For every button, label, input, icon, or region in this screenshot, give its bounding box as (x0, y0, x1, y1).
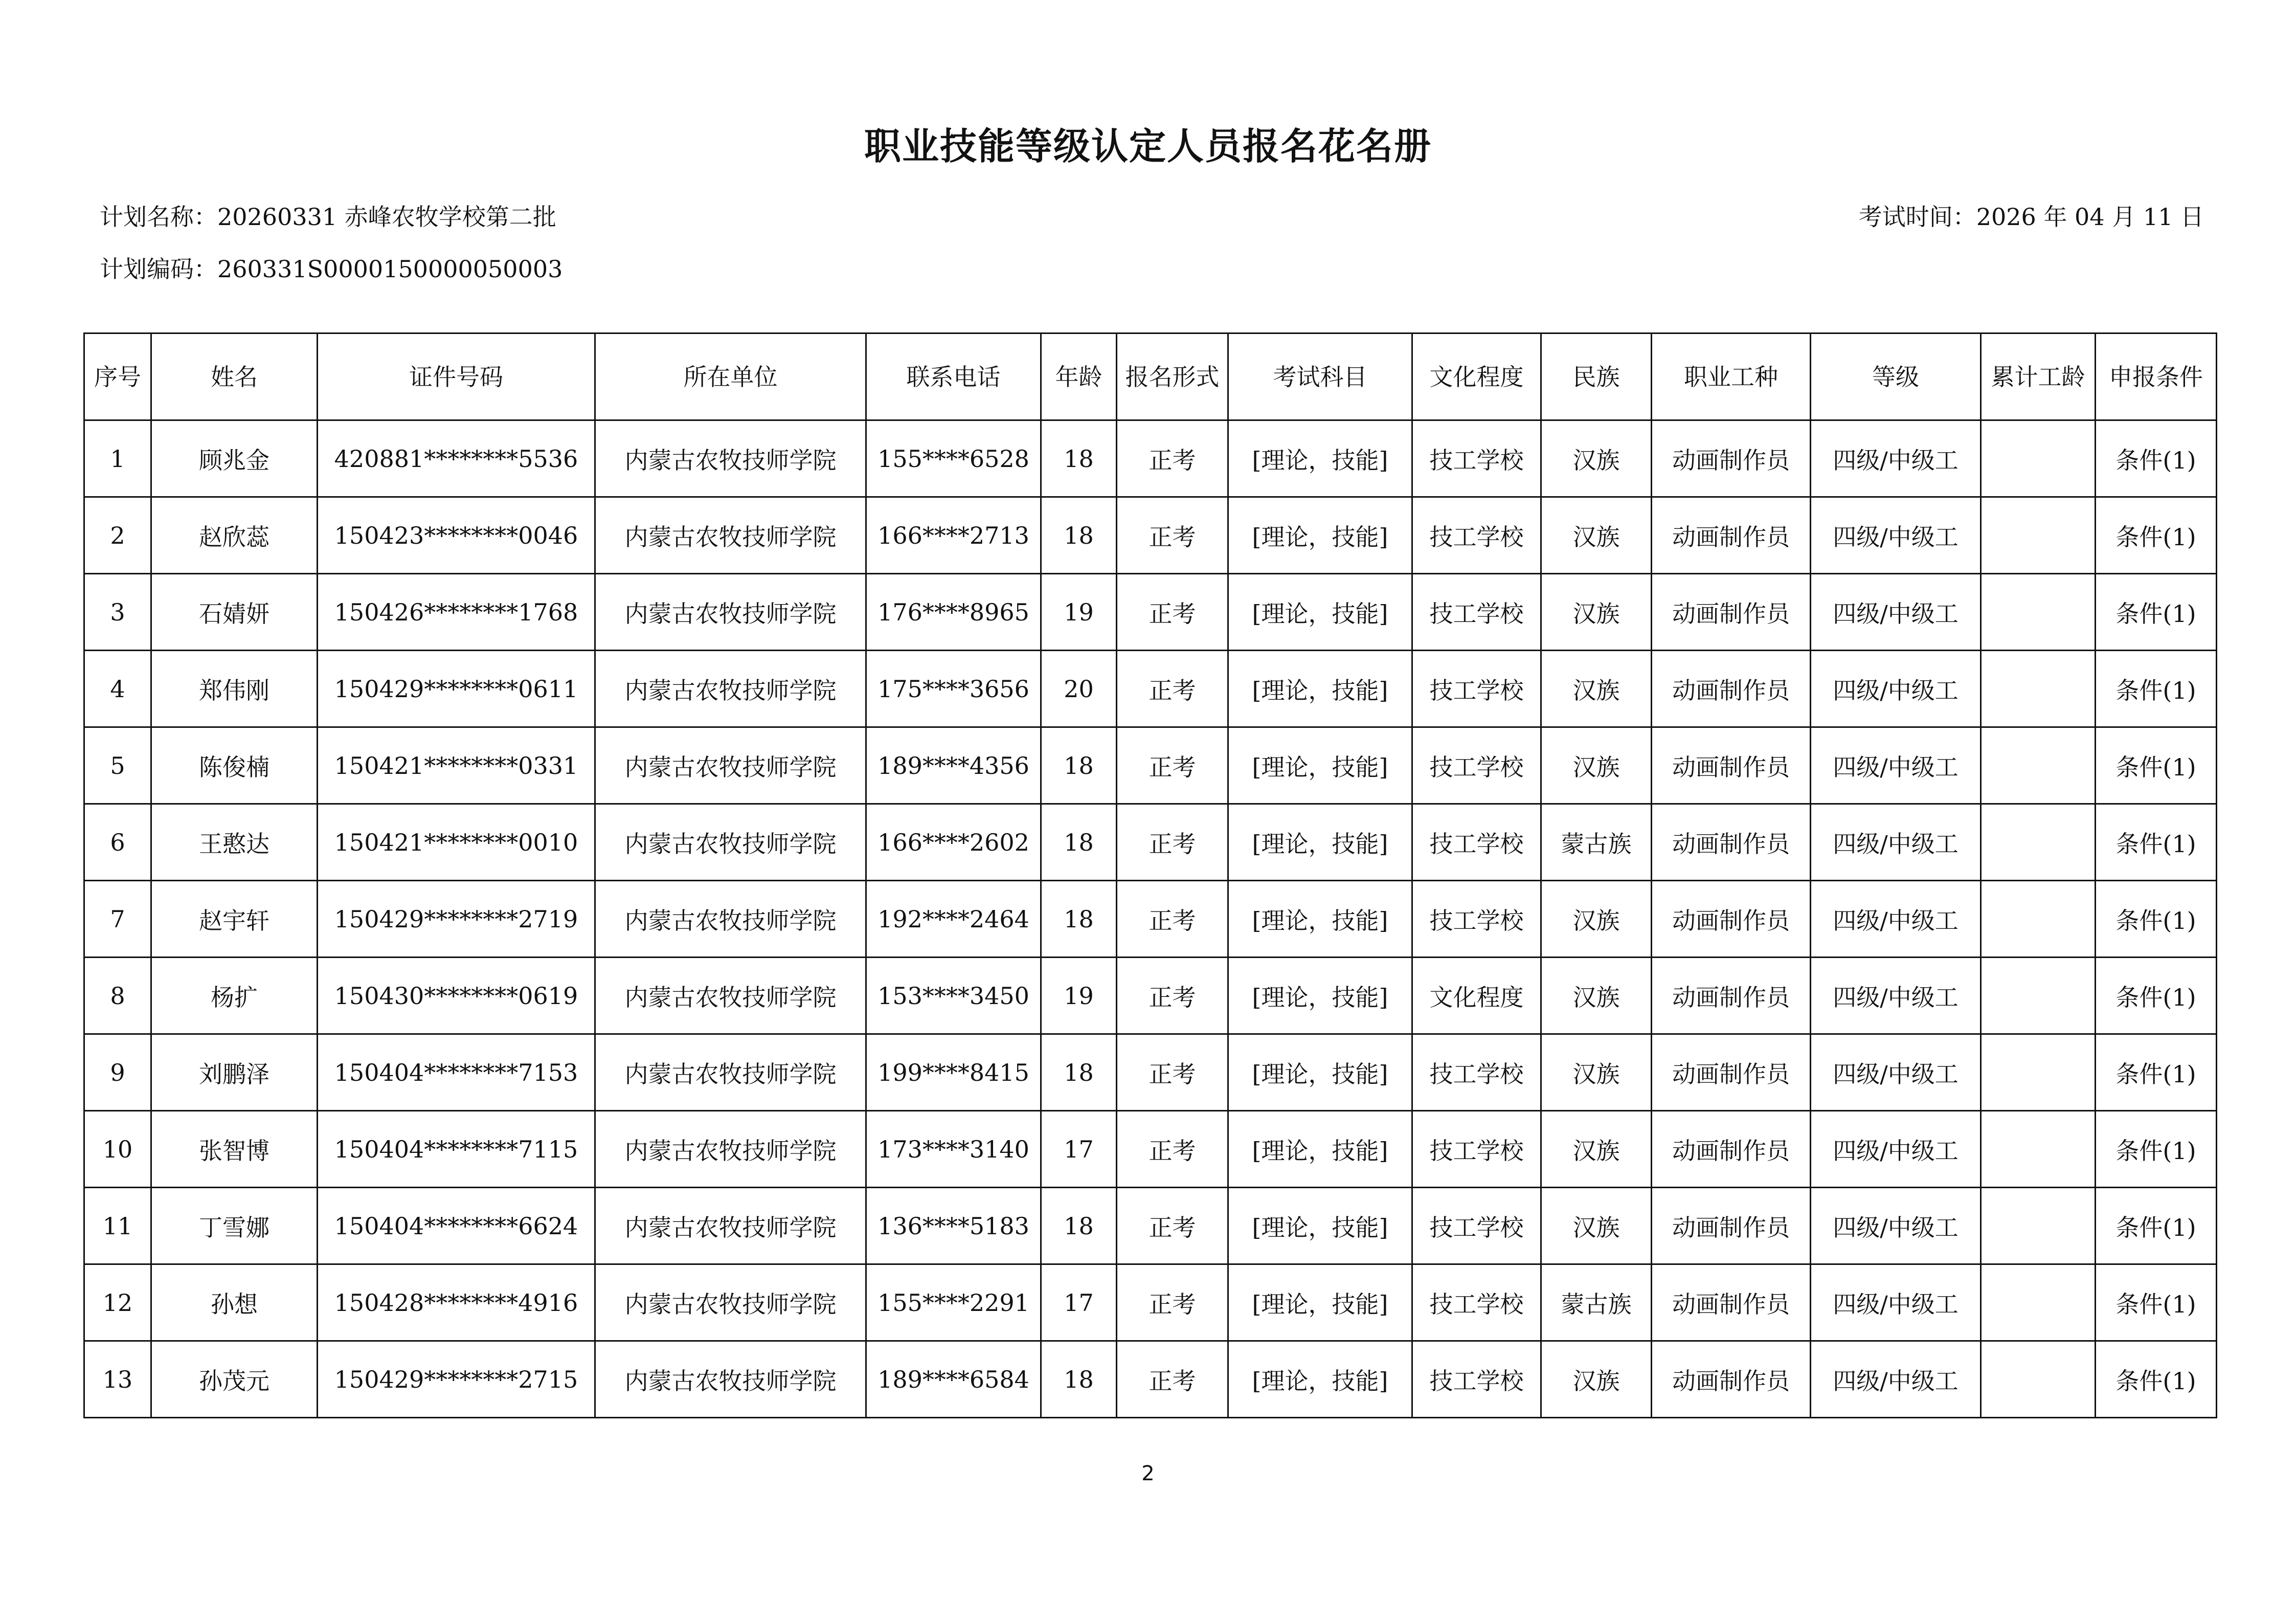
cell-id-number: 150429********2715 (318, 1341, 595, 1418)
cell-ethnicity: 汉族 (1541, 727, 1652, 804)
cell-work-years (1981, 420, 2096, 497)
cell-education: 技工学校 (1412, 1188, 1541, 1264)
cell-phone: 155****6528 (866, 420, 1041, 497)
table-row (84, 881, 2217, 958)
table-row (84, 497, 2217, 574)
cell-ethnicity: 汉族 (1541, 1034, 1652, 1111)
cell-work-years (1981, 1111, 2096, 1188)
cell-work-years (1981, 651, 2096, 727)
cell-level: 四级/中级工 (1811, 497, 1981, 574)
cell-name: 陈俊楠 (151, 727, 318, 804)
cell-exam-subjects: [理论，技能] (1228, 1034, 1412, 1111)
cell-id-number: 150428********4916 (318, 1264, 595, 1341)
table-row (84, 1264, 2217, 1341)
cell-index: 11 (84, 1188, 151, 1264)
cell-occupation: 动画制作员 (1652, 881, 1811, 958)
cell-registration-type: 正考 (1117, 881, 1228, 958)
cell-organization: 内蒙古农牧技师学院 (595, 574, 866, 651)
col-header-id-number: 证件号码 (318, 333, 595, 420)
table-body (84, 420, 2217, 1418)
cell-id-number: 150421********0331 (318, 727, 595, 804)
cell-registration-type: 正考 (1117, 727, 1228, 804)
cell-exam-subjects: [理论，技能] (1228, 1111, 1412, 1188)
cell-work-years (1981, 1264, 2096, 1341)
cell-ethnicity: 汉族 (1541, 574, 1652, 651)
cell-education: 技工学校 (1412, 1111, 1541, 1188)
table-row (84, 574, 2217, 651)
cell-index: 4 (84, 651, 151, 727)
cell-id-number: 150404********7153 (318, 1034, 595, 1111)
cell-age: 19 (1041, 958, 1117, 1034)
cell-occupation: 动画制作员 (1652, 1111, 1811, 1188)
cell-exam-subjects: [理论，技能] (1228, 958, 1412, 1034)
cell-phone: 175****3656 (866, 651, 1041, 727)
cell-condition: 条件(1) (2096, 1341, 2217, 1418)
cell-id-number: 150426********1768 (318, 574, 595, 651)
cell-index: 6 (84, 804, 151, 881)
cell-age: 18 (1041, 881, 1117, 958)
col-header-level: 等级 (1811, 333, 1981, 420)
cell-organization: 内蒙古农牧技师学院 (595, 1188, 866, 1264)
col-header-ethnicity: 民族 (1541, 333, 1652, 420)
table-row (84, 1034, 2217, 1111)
cell-organization: 内蒙古农牧技师学院 (595, 497, 866, 574)
cell-name: 张智博 (151, 1111, 318, 1188)
cell-phone: 153****3450 (866, 958, 1041, 1034)
cell-phone: 166****2713 (866, 497, 1041, 574)
cell-occupation: 动画制作员 (1652, 1034, 1811, 1111)
cell-name: 孙想 (151, 1264, 318, 1341)
cell-condition: 条件(1) (2096, 651, 2217, 727)
cell-organization: 内蒙古农牧技师学院 (595, 958, 866, 1034)
cell-organization: 内蒙古农牧技师学院 (595, 1111, 866, 1188)
cell-education: 技工学校 (1412, 1034, 1541, 1111)
cell-condition: 条件(1) (2096, 881, 2217, 958)
cell-registration-type: 正考 (1117, 1111, 1228, 1188)
cell-condition: 条件(1) (2096, 420, 2217, 497)
cell-education: 技工学校 (1412, 727, 1541, 804)
cell-registration-type: 正考 (1117, 497, 1228, 574)
col-header-age: 年龄 (1041, 333, 1117, 420)
cell-condition: 条件(1) (2096, 1264, 2217, 1341)
cell-exam-subjects: [理论，技能] (1228, 804, 1412, 881)
col-header-occupation: 职业工种 (1652, 333, 1811, 420)
cell-index: 3 (84, 574, 151, 651)
cell-ethnicity: 汉族 (1541, 420, 1652, 497)
cell-ethnicity: 汉族 (1541, 881, 1652, 958)
col-header-education: 文化程度 (1412, 333, 1541, 420)
cell-level: 四级/中级工 (1811, 1111, 1981, 1188)
cell-work-years (1981, 727, 2096, 804)
cell-index: 5 (84, 727, 151, 804)
cell-ethnicity: 汉族 (1541, 1341, 1652, 1418)
cell-work-years (1981, 1341, 2096, 1418)
cell-exam-subjects: [理论，技能] (1228, 727, 1412, 804)
cell-name: 郑伟刚 (151, 651, 318, 727)
cell-education: 技工学校 (1412, 574, 1541, 651)
table-row (84, 651, 2217, 727)
cell-level: 四级/中级工 (1811, 1188, 1981, 1264)
cell-exam-subjects: [理论，技能] (1228, 1341, 1412, 1418)
cell-condition: 条件(1) (2096, 574, 2217, 651)
cell-name: 刘鹏泽 (151, 1034, 318, 1111)
cell-id-number: 150430********0619 (318, 958, 595, 1034)
col-header-phone: 联系电话 (866, 333, 1041, 420)
cell-education: 技工学校 (1412, 1264, 1541, 1341)
cell-age: 18 (1041, 1341, 1117, 1418)
cell-index: 9 (84, 1034, 151, 1111)
cell-level: 四级/中级工 (1811, 1264, 1981, 1341)
cell-ethnicity: 汉族 (1541, 497, 1652, 574)
cell-phone: 136****5183 (866, 1188, 1041, 1264)
cell-id-number: 150423********0046 (318, 497, 595, 574)
page-number: 2 (1141, 1462, 1155, 1485)
cell-level: 四级/中级工 (1811, 1341, 1981, 1418)
cell-ethnicity: 汉族 (1541, 1111, 1652, 1188)
cell-ethnicity: 汉族 (1541, 1188, 1652, 1264)
cell-age: 18 (1041, 1034, 1117, 1111)
cell-organization: 内蒙古农牧技师学院 (595, 1341, 866, 1418)
cell-age: 17 (1041, 1264, 1117, 1341)
cell-exam-subjects: [理论，技能] (1228, 1188, 1412, 1264)
cell-phone: 189****6584 (866, 1341, 1041, 1418)
cell-index: 7 (84, 881, 151, 958)
cell-exam-subjects: [理论，技能] (1228, 497, 1412, 574)
cell-registration-type: 正考 (1117, 1188, 1228, 1264)
cell-phone: 173****3140 (866, 1111, 1041, 1188)
col-header-condition: 申报条件 (2096, 333, 2217, 420)
cell-id-number: 150429********0611 (318, 651, 595, 727)
cell-name: 杨扩 (151, 958, 318, 1034)
col-header-exam-subjects: 考试科目 (1228, 333, 1412, 420)
table-row (84, 804, 2217, 881)
plan-code: 计划编码：260331S0000150000050003 (100, 255, 563, 283)
table-row (84, 958, 2217, 1034)
cell-index: 12 (84, 1264, 151, 1341)
cell-education: 技工学校 (1412, 497, 1541, 574)
cell-age: 18 (1041, 420, 1117, 497)
cell-age: 18 (1041, 727, 1117, 804)
cell-level: 四级/中级工 (1811, 1034, 1981, 1111)
cell-name: 赵欣蕊 (151, 497, 318, 574)
cell-ethnicity: 蒙古族 (1541, 804, 1652, 881)
cell-work-years (1981, 574, 2096, 651)
cell-ethnicity: 汉族 (1541, 651, 1652, 727)
cell-education: 技工学校 (1412, 881, 1541, 958)
cell-name: 孙茂元 (151, 1341, 318, 1418)
cell-index: 13 (84, 1341, 151, 1418)
cell-condition: 条件(1) (2096, 958, 2217, 1034)
cell-name: 石婧妍 (151, 574, 318, 651)
cell-registration-type: 正考 (1117, 958, 1228, 1034)
cell-organization: 内蒙古农牧技师学院 (595, 651, 866, 727)
cell-phone: 189****4356 (866, 727, 1041, 804)
cell-condition: 条件(1) (2096, 497, 2217, 574)
cell-index: 8 (84, 958, 151, 1034)
page-title: 职业技能等级认定人员报名花名册 (864, 125, 1432, 168)
table-row (84, 1188, 2217, 1264)
cell-condition: 条件(1) (2096, 1034, 2217, 1111)
cell-level: 四级/中级工 (1811, 651, 1981, 727)
col-header-name: 姓名 (151, 333, 318, 420)
cell-work-years (1981, 958, 2096, 1034)
cell-age: 19 (1041, 574, 1117, 651)
cell-level: 四级/中级工 (1811, 420, 1981, 497)
cell-education: 技工学校 (1412, 1341, 1541, 1418)
cell-exam-subjects: [理论，技能] (1228, 881, 1412, 958)
cell-work-years (1981, 1188, 2096, 1264)
cell-ethnicity: 蒙古族 (1541, 1264, 1652, 1341)
cell-organization: 内蒙古农牧技师学院 (595, 804, 866, 881)
cell-occupation: 动画制作员 (1652, 651, 1811, 727)
cell-registration-type: 正考 (1117, 1341, 1228, 1418)
cell-occupation: 动画制作员 (1652, 497, 1811, 574)
cell-phone: 166****2602 (866, 804, 1041, 881)
cell-registration-type: 正考 (1117, 651, 1228, 727)
cell-phone: 176****8965 (866, 574, 1041, 651)
cell-index: 10 (84, 1111, 151, 1188)
table-header-row (84, 333, 2217, 420)
cell-organization: 内蒙古农牧技师学院 (595, 881, 866, 958)
cell-age: 20 (1041, 651, 1117, 727)
cell-index: 1 (84, 420, 151, 497)
cell-work-years (1981, 497, 2096, 574)
cell-level: 四级/中级工 (1811, 727, 1981, 804)
cell-id-number: 150404********7115 (318, 1111, 595, 1188)
cell-education: 技工学校 (1412, 420, 1541, 497)
cell-age: 18 (1041, 1188, 1117, 1264)
cell-level: 四级/中级工 (1811, 804, 1981, 881)
cell-occupation: 动画制作员 (1652, 804, 1811, 881)
cell-registration-type: 正考 (1117, 420, 1228, 497)
cell-age: 18 (1041, 804, 1117, 881)
cell-education: 文化程度 (1412, 958, 1541, 1034)
cell-id-number: 150404********6624 (318, 1188, 595, 1264)
cell-occupation: 动画制作员 (1652, 958, 1811, 1034)
cell-index: 2 (84, 497, 151, 574)
col-header-registration-type: 报名形式 (1117, 333, 1228, 420)
cell-work-years (1981, 881, 2096, 958)
cell-organization: 内蒙古农牧技师学院 (595, 1264, 866, 1341)
cell-level: 四级/中级工 (1811, 574, 1981, 651)
cell-name: 王憨达 (151, 804, 318, 881)
cell-phone: 155****2291 (866, 1264, 1041, 1341)
cell-exam-subjects: [理论，技能] (1228, 574, 1412, 651)
cell-level: 四级/中级工 (1811, 881, 1981, 958)
cell-work-years (1981, 1034, 2096, 1111)
cell-condition: 条件(1) (2096, 727, 2217, 804)
cell-condition: 条件(1) (2096, 1111, 2217, 1188)
cell-condition: 条件(1) (2096, 1188, 2217, 1264)
cell-occupation: 动画制作员 (1652, 420, 1811, 497)
cell-registration-type: 正考 (1117, 574, 1228, 651)
cell-organization: 内蒙古农牧技师学院 (595, 1034, 866, 1111)
cell-education: 技工学校 (1412, 804, 1541, 881)
cell-occupation: 动画制作员 (1652, 1341, 1811, 1418)
cell-id-number: 150421********0010 (318, 804, 595, 881)
cell-condition: 条件(1) (2096, 804, 2217, 881)
cell-exam-subjects: [理论，技能] (1228, 1264, 1412, 1341)
cell-exam-subjects: [理论，技能] (1228, 651, 1412, 727)
cell-organization: 内蒙古农牧技师学院 (595, 420, 866, 497)
cell-phone: 192****2464 (866, 881, 1041, 958)
cell-occupation: 动画制作员 (1652, 1264, 1811, 1341)
cell-name: 丁雪娜 (151, 1188, 318, 1264)
cell-work-years (1981, 804, 2096, 881)
cell-id-number: 150429********2719 (318, 881, 595, 958)
plan-name: 计划名称：20260331 赤峰农牧学校第二批 (100, 203, 556, 231)
cell-occupation: 动画制作员 (1652, 574, 1811, 651)
cell-education: 技工学校 (1412, 651, 1541, 727)
cell-occupation: 动画制作员 (1652, 1188, 1811, 1264)
cell-occupation: 动画制作员 (1652, 727, 1811, 804)
exam-time: 考试时间：2026 年 04 月 11 日 (1858, 203, 2204, 231)
cell-registration-type: 正考 (1117, 1264, 1228, 1341)
cell-ethnicity: 汉族 (1541, 958, 1652, 1034)
cell-id-number: 420881********5536 (318, 420, 595, 497)
cell-age: 18 (1041, 497, 1117, 574)
cell-registration-type: 正考 (1117, 804, 1228, 881)
cell-phone: 199****8415 (866, 1034, 1041, 1111)
cell-level: 四级/中级工 (1811, 958, 1981, 1034)
registration-table (83, 332, 2217, 1418)
table-row (84, 1341, 2217, 1418)
table-row (84, 1111, 2217, 1188)
cell-registration-type: 正考 (1117, 1034, 1228, 1111)
cell-name: 赵宇轩 (151, 881, 318, 958)
table-row (84, 727, 2217, 804)
cell-organization: 内蒙古农牧技师学院 (595, 727, 866, 804)
cell-name: 顾兆金 (151, 420, 318, 497)
cell-exam-subjects: [理论，技能] (1228, 420, 1412, 497)
col-header-organization: 所在单位 (595, 333, 866, 420)
cell-age: 17 (1041, 1111, 1117, 1188)
table-row (84, 420, 2217, 497)
col-header-index: 序号 (84, 333, 151, 420)
col-header-work-years: 累计工龄 (1981, 333, 2096, 420)
